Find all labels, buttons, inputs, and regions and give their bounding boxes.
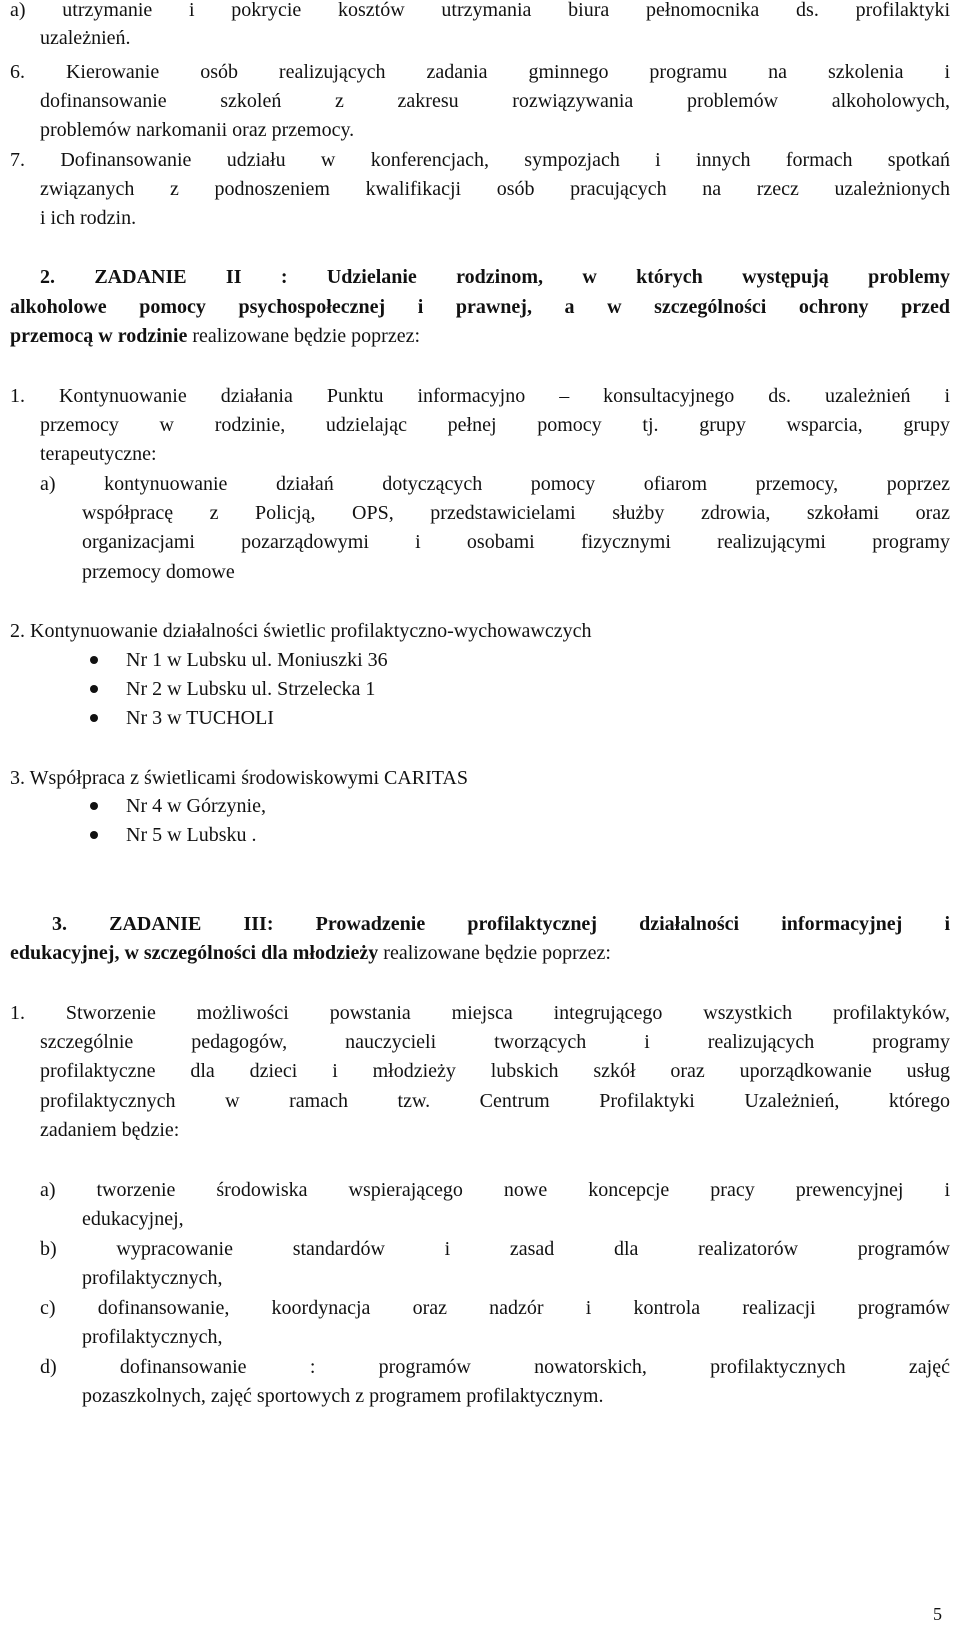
heading-bold-part: edukacyjnej, w szczególności dla młodzieży: [10, 942, 379, 964]
text-line: zadaniem będzie:: [40, 1119, 180, 1141]
task-heading: alkoholowe pomocy psychospołecznej i prawnej, a w szczególności ochrony przed: [10, 296, 950, 318]
heading-bold-part: przemocą w rodzinie: [10, 325, 188, 347]
task-heading: 2. ZADANIE II : Udzielanie rodzinom, w których występują problemy: [40, 266, 950, 288]
bullet-icon: [90, 685, 98, 693]
heading-normal-part: realizowane będzie poprzez:: [378, 942, 611, 964]
text-line: a) tworzenie środowiska wspierającego nowe koncepcje pracy prewencyjnej i: [40, 1179, 950, 1201]
text-line: 2. Kontynuowanie działalności świetlic profilaktyczno-wychowawczych: [10, 620, 592, 642]
text-line: c) dofinansowanie, koordynacja oraz nadzór i kontrola realizacji programów: [40, 1297, 950, 1319]
task-heading: 3. ZADANIE III: Prowadzenie profilaktycznej działalności informacyjnej i: [52, 913, 950, 935]
text-line: terapeutyczne:: [40, 443, 157, 465]
list-item: Nr 2 w Lubsku ul. Strzelecka 1: [126, 678, 376, 700]
list-item: Nr 4 w Górzynie,: [126, 795, 266, 817]
list-item: Nr 5 w Lubsku .: [126, 824, 257, 846]
text-line: 7. Dofinansowanie udziału w konferencjach, sympozjach i innych formach spotkań: [10, 149, 950, 171]
page-number: 5: [933, 1604, 942, 1624]
text-line: edukacyjnej,: [82, 1208, 184, 1230]
bullet-icon: [90, 802, 98, 810]
text-line: szczególnie pedagogów, nauczycieli tworzących i realizujących programy: [40, 1031, 950, 1053]
text-line: a) kontynuowanie działań dotyczących pomocy ofiarom przemocy, poprzez: [40, 473, 950, 495]
text-line: przemocy w rodzinie, udzielając pełnej pomocy tj. grupy wsparcia, grupy: [40, 414, 950, 436]
text-line: 1. Stworzenie możliwości powstania miejsca integrującego wszystkich profilaktyków,: [10, 1002, 950, 1024]
text-line: profilaktycznych,: [82, 1267, 223, 1289]
task-heading: [10, 939, 611, 967]
list-item: Nr 1 w Lubsku ul. Moniuszki 36: [126, 649, 388, 671]
bullet-icon: [90, 714, 98, 722]
text-line: b) wypracowanie standardów i zasad dla realizatorów programów: [40, 1238, 950, 1260]
heading-normal-part: realizowane będzie poprzez:: [187, 325, 421, 347]
text-line: uzależnień.: [40, 27, 131, 49]
bullet-icon: [90, 831, 98, 839]
list-item: Nr 3 w TUCHOLI: [126, 707, 274, 729]
text-line: profilaktycznych w ramach tzw. Centrum Profilaktyki Uzależnień, którego: [40, 1090, 950, 1112]
text-line: d) dofinansowanie : programów nowatorskich, profilaktycznych zajęć: [40, 1356, 950, 1378]
text-line: a) utrzymanie i pokrycie kosztów utrzymania biura pełnomocnika ds. profilaktyki: [10, 0, 950, 21]
text-line: pozaszkolnych, zajęć sportowych z programem profilaktycznym.: [82, 1385, 604, 1407]
text-line: organizacjami pozarządowymi i osobami fizycznymi realizującymi programy: [82, 531, 950, 553]
text-line: 1. Kontynuowanie działania Punktu informacyjno – konsultacyjnego ds. uzależnień i: [10, 385, 950, 407]
text-line: profilaktycznych,: [82, 1326, 223, 1348]
text-line: dofinansowanie szkoleń z zakresu rozwiązywania problemów alkoholowych,: [40, 90, 950, 112]
text-line: profilaktyczne dla dzieci i młodzieży lubskich szkół oraz uporządkowanie usług: [40, 1060, 950, 1082]
text-line: związanych z podnoszeniem kwalifikacji osób pracujących na rzecz uzależnionych: [40, 178, 950, 200]
task-heading: [10, 322, 420, 350]
text-line: współpracę z Policją, OPS, przedstawicielami służby zdrowia, szkołami oraz: [82, 502, 950, 524]
text-line: 6. Kierowanie osób realizujących zadania gminnego programu na szkolenia i: [10, 61, 950, 83]
text-line: przemocy domowe: [82, 561, 235, 583]
text-line: problemów narkomanii oraz przemocy.: [40, 119, 355, 141]
text-line: i ich rodzin.: [40, 207, 137, 229]
bullet-icon: [90, 656, 98, 664]
text-line: 3. Współpraca z świetlicami środowiskowymi CARITAS: [10, 767, 468, 789]
